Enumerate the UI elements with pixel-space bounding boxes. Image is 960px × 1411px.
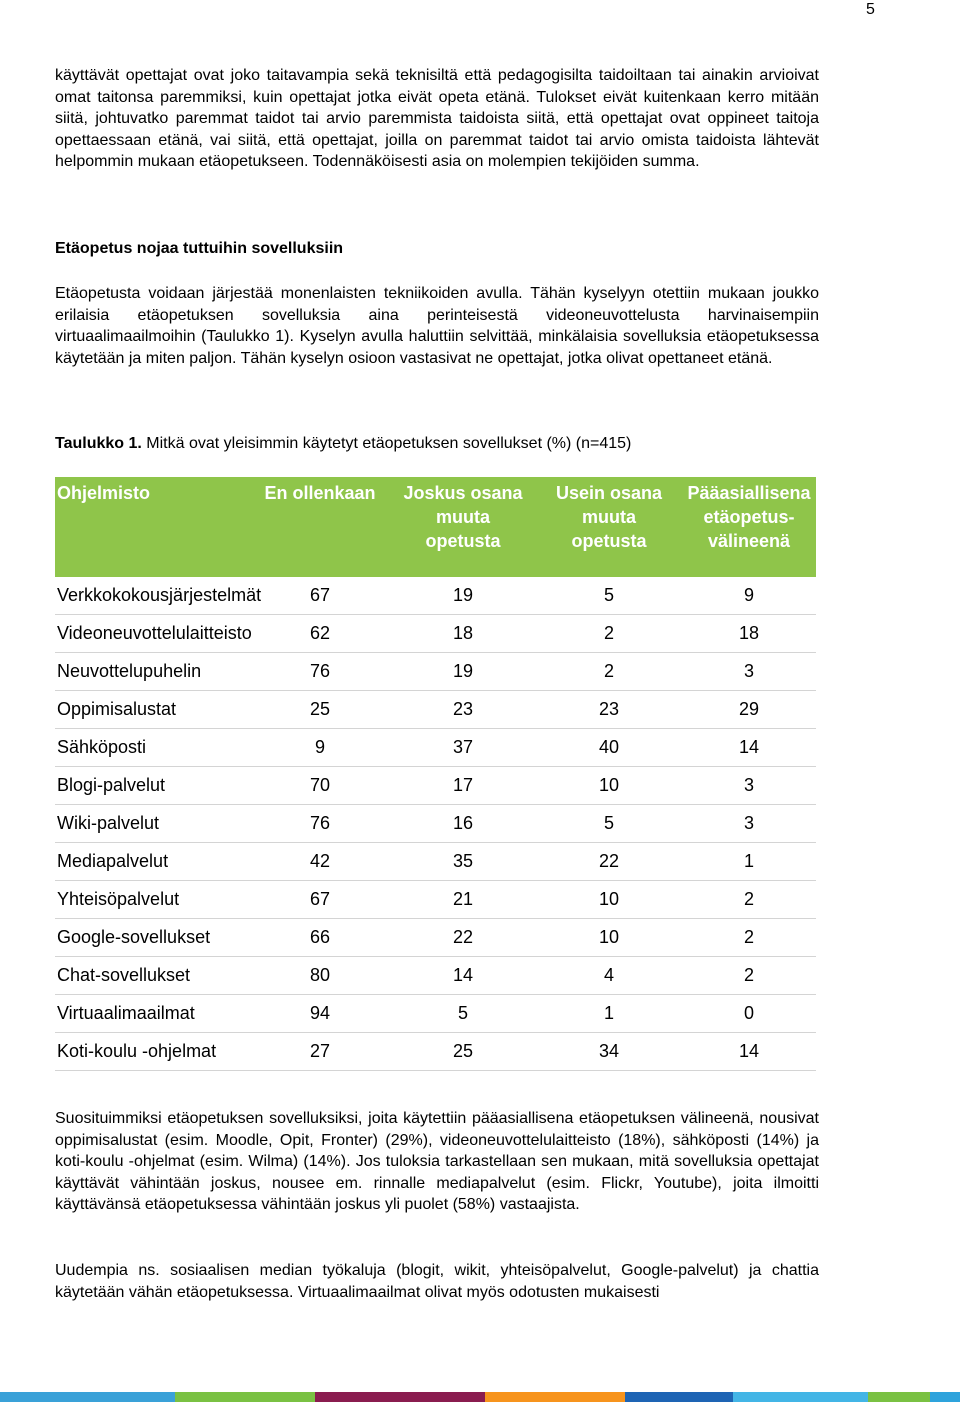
table-caption-text: Mitkä ovat yleisimmin käytetyt etäopetuksen sovellukset (%) (n=415)	[141, 435, 632, 452]
footer-color-segment	[485, 1392, 625, 1402]
table-cell-value: 10	[536, 881, 682, 919]
last-paragraph: Uudempia ns. sosiaalisen median työkaluja (blogit, wikit, yhteisöpalvelut, Google-palvelut) ja chattia käytetään vähän etäopetuksessa. Virtuaalimaailmat olivat myös odotusten mukaisesti	[55, 1262, 819, 1301]
table-cell-software: Koti-koulu -ohjelmat	[55, 1033, 250, 1071]
table-cell-value: 1	[536, 995, 682, 1033]
after-table-paragraph: Suosituimmiksi etäopetuksen sovelluksiksi, joita käytettiin pääasiallisena etäopetuksen välineenä, nousivat oppimisalustat (esim. Moodle, Opit, Fronter) (29%), videoneuvottelulaitteisto (18%), sähköposti (14%) ja koti-koulu -ohjelmat (esim. Wilma) (14%). Jos tuloksia tarkastellaan sen mukaan, mitä sovelluksia opettajat käyttävät vähintään joskus, nousee em. rinnalle mediapalvelut (esim. Flickr, Youtube), joita ilmoitti käyttävänsä etäopetuksessa vähintään joskus yli puolet (58%) vastaajista.	[55, 1110, 819, 1214]
table-cell-value: 1	[682, 843, 816, 881]
applications-table	[55, 477, 816, 1071]
section-heading: Etäopetus nojaa tuttuihin sovelluksiin	[55, 240, 344, 257]
table-cell-value: 9	[682, 577, 816, 615]
table-row	[55, 881, 816, 919]
table-cell-value: 14	[682, 729, 816, 767]
table-cell-software: Virtuaalimaailmat	[55, 995, 250, 1033]
table-cell-value: 3	[682, 805, 816, 843]
table-cell-software: Oppimisalustat	[55, 691, 250, 729]
table-cell-value: 23	[390, 691, 536, 729]
header-sometimes	[390, 477, 536, 577]
table-cell-value: 5	[536, 577, 682, 615]
table-cell-value: 27	[250, 1033, 390, 1071]
table-row	[55, 1033, 816, 1071]
table-cell-software: Mediapalvelut	[55, 843, 250, 881]
header-often-label: Usein osana muuta opetusta	[555, 483, 663, 551]
table-cell-value: 21	[390, 881, 536, 919]
table-cell-value: 5	[536, 805, 682, 843]
table-cell-value: 94	[250, 995, 390, 1033]
table-row	[55, 805, 816, 843]
table-cell-value: 70	[250, 767, 390, 805]
table-row	[55, 919, 816, 957]
footer-color-bar	[0, 1392, 960, 1402]
table-cell-value: 3	[682, 767, 816, 805]
table-cell-software: Yhteisöpalvelut	[55, 881, 250, 919]
table-cell-value: 22	[390, 919, 536, 957]
header-software	[55, 477, 250, 577]
table-cell-value: 3	[682, 653, 816, 691]
table-caption-label: Taulukko 1.	[55, 435, 142, 452]
table-cell-value: 76	[250, 805, 390, 843]
table-cell-value: 25	[250, 691, 390, 729]
header-sometimes-label: Joskus osana muuta opetusta	[403, 483, 523, 551]
footer-color-segment	[315, 1392, 485, 1402]
table-cell-value: 2	[536, 653, 682, 691]
page-number: 5	[866, 1, 875, 18]
table-row	[55, 577, 816, 615]
table-cell-value: 23	[536, 691, 682, 729]
table-row	[55, 615, 816, 653]
header-primary	[682, 477, 816, 577]
table-cell-value: 66	[250, 919, 390, 957]
table-cell-software: Neuvottelupuhelin	[55, 653, 250, 691]
header-not-at-all-label: En ollenkaan	[264, 483, 376, 503]
header-often	[536, 477, 682, 577]
table-cell-value: 2	[536, 615, 682, 653]
table-cell-software: Blogi-palvelut	[55, 767, 250, 805]
table-cell-value: 16	[390, 805, 536, 843]
table-cell-value: 2	[682, 957, 816, 995]
table-cell-value: 5	[390, 995, 536, 1033]
table-cell-value: 67	[250, 881, 390, 919]
intro-paragraph: käyttävät opettajat ovat joko taitavampia sekä teknisiltä että pedagogisilta taidoiltaan tai ainakin arvioivat omat taitonsa paremmiksi, kuin opettajat jotka eivät opeta etänä. Tulokset eivät kuitenkaan kerro mitään siitä, johtuvatko paremmat taidot tai arvio paremmista taidoista siitä, että opettajat ovat oppineet taitoja opettaessaan etänä, vai siitä, että opettajat, joilla on paremmat taidot tai arvio omista taidoista lähtevät helpommin mukaan etäopetukseen. Todennäköisesti asia on molempien tekijöiden summa.	[55, 67, 819, 171]
table-cell-value: 2	[682, 919, 816, 957]
table-cell-value: 0	[682, 995, 816, 1033]
table-cell-value: 42	[250, 843, 390, 881]
table-cell-value: 35	[390, 843, 536, 881]
table-row	[55, 653, 816, 691]
table-cell-software: Google-sovellukset	[55, 919, 250, 957]
table-cell-value: 29	[682, 691, 816, 729]
table-cell-value: 17	[390, 767, 536, 805]
table-cell-value: 9	[250, 729, 390, 767]
table-row	[55, 729, 816, 767]
table-cell-software: Wiki-palvelut	[55, 805, 250, 843]
table-row	[55, 767, 816, 805]
table-cell-value: 34	[536, 1033, 682, 1071]
table-cell-value: 10	[536, 767, 682, 805]
table-cell-software: Sähköposti	[55, 729, 250, 767]
table-cell-value: 40	[536, 729, 682, 767]
table-row	[55, 957, 816, 995]
section-paragraph: Etäopetusta voidaan järjestää monenlaisten tekniikoiden avulla. Tähän kyselyyn otettiin mukaan joukko erilaisia etäopetuksen sovelluksia aina perinteisestä videoneuvottelusta harvinaisempiin virtuaalimaailmoihin (Taulukko 1). Kyselyn avulla haluttiin selvittää, minkälaisia sovelluksia etäopetuksessa käytetään ja miten paljon. Tähän kyselyn osioon vastasivat ne opettajat, jotka olivat opettaneet etänä.	[55, 285, 819, 367]
table-cell-value: 80	[250, 957, 390, 995]
table-cell-value: 14	[682, 1033, 816, 1071]
header-not-at-all	[250, 477, 390, 577]
table-cell-value: 18	[682, 615, 816, 653]
footer-color-segment	[625, 1392, 733, 1402]
table-cell-value: 2	[682, 881, 816, 919]
table-cell-value: 19	[390, 653, 536, 691]
footer-color-segment	[868, 1392, 930, 1402]
table-cell-value: 76	[250, 653, 390, 691]
table-cell-value: 18	[390, 615, 536, 653]
table-cell-value: 10	[536, 919, 682, 957]
table-caption	[55, 435, 631, 453]
table-body	[55, 577, 816, 1071]
table-cell-value: 67	[250, 577, 390, 615]
table-cell-value: 37	[390, 729, 536, 767]
footer-color-segment	[930, 1392, 960, 1402]
header-software-label: Ohjelmisto	[57, 483, 151, 503]
table-cell-value: 4	[536, 957, 682, 995]
table-row	[55, 691, 816, 729]
table-cell-value: 14	[390, 957, 536, 995]
table-cell-value: 22	[536, 843, 682, 881]
table-cell-software: Chat-sovellukset	[55, 957, 250, 995]
table-cell-software: Verkkokokousjärjestelmät	[55, 577, 250, 615]
footer-color-segment	[733, 1392, 868, 1402]
footer-color-segment	[175, 1392, 315, 1402]
table-row	[55, 995, 816, 1033]
table-cell-value: 62	[250, 615, 390, 653]
table-cell-value: 25	[390, 1033, 536, 1071]
table-cell-value: 19	[390, 577, 536, 615]
header-primary-label: Pääasiallisena etäopetus-välineenä	[687, 483, 811, 551]
table-header-row	[55, 477, 816, 577]
footer-color-segment	[0, 1392, 175, 1402]
table-row	[55, 843, 816, 881]
table-cell-software: Videoneuvottelulaitteisto	[55, 615, 250, 653]
